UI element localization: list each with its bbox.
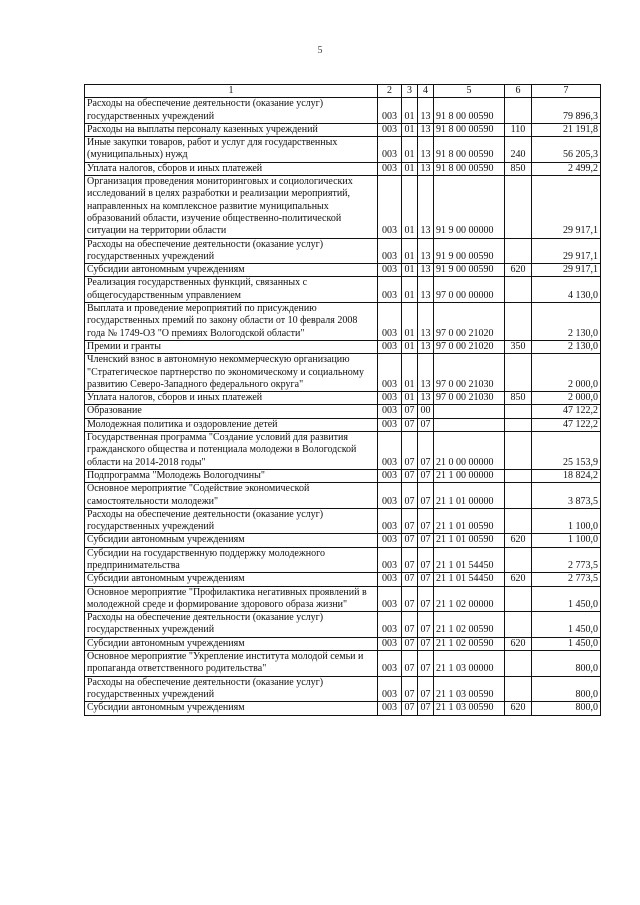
- row-grbs-cell: 003: [378, 651, 402, 677]
- row-section-cell: 01: [402, 340, 418, 353]
- row-grbs-cell: 003: [378, 123, 402, 136]
- row-section-cell: 07: [402, 612, 418, 638]
- row-name-cell: Расходы на обеспечение деятельности (оказание услуг) государственных учреждений: [85, 676, 378, 702]
- table-row: [85, 508, 601, 534]
- row-name-cell: Выплата и проведение мероприятий по присуждению государственных премий по закону области от 10 февраля 2008 года № 1749-ОЗ "О премиях Вологодской области": [85, 303, 378, 341]
- header-cell-amount: 7: [532, 85, 601, 98]
- table-row: [85, 340, 601, 353]
- row-subsection-cell: 07: [418, 637, 434, 650]
- row-grbs-cell: 003: [378, 277, 402, 303]
- row-expense-type-cell: [505, 418, 532, 431]
- row-section-cell: 07: [402, 418, 418, 431]
- row-amount-cell: 2 130,0: [532, 303, 601, 341]
- row-section-cell: 07: [402, 405, 418, 418]
- row-target-article-cell: 91 9 00 00590: [434, 264, 505, 277]
- row-section-cell: 01: [402, 162, 418, 175]
- row-grbs-cell: 003: [378, 534, 402, 547]
- row-subsection-cell: 13: [418, 392, 434, 405]
- table-row: [85, 586, 601, 612]
- row-target-article-cell: 91 8 00 00590: [434, 162, 505, 175]
- row-name-cell: Премии и гранты: [85, 340, 378, 353]
- row-subsection-cell: 13: [418, 137, 434, 163]
- table-row: [85, 534, 601, 547]
- row-target-article-cell: 91 8 00 00590: [434, 123, 505, 136]
- row-expense-type-cell: [505, 508, 532, 534]
- row-target-article-cell: 97 0 00 21030: [434, 354, 505, 392]
- header-cell-target-article: 5: [434, 85, 505, 98]
- row-subsection-cell: 07: [418, 651, 434, 677]
- row-target-article-cell: [434, 418, 505, 431]
- row-grbs-cell: 003: [378, 469, 402, 482]
- row-amount-cell: 3 873,5: [532, 483, 601, 509]
- row-subsection-cell: 07: [418, 547, 434, 573]
- row-section-cell: 01: [402, 303, 418, 341]
- row-grbs-cell: 003: [378, 573, 402, 586]
- table-row: [85, 123, 601, 136]
- row-amount-cell: 29 917,1: [532, 176, 601, 238]
- table-row: [85, 612, 601, 638]
- row-name-cell: Основное мероприятие "Профилактика негативных проявлений в молодежной среде и формирование здорового образа жизни": [85, 586, 378, 612]
- row-target-article-cell: 21 1 03 00590: [434, 702, 505, 715]
- row-section-cell: 07: [402, 637, 418, 650]
- row-expense-type-cell: 850: [505, 392, 532, 405]
- row-target-article-cell: 91 8 00 00590: [434, 98, 505, 124]
- row-amount-cell: 79 896,3: [532, 98, 601, 124]
- table-row: [85, 405, 601, 418]
- row-name-cell: Субсидии автономным учреждениям: [85, 573, 378, 586]
- row-expense-type-cell: [505, 238, 532, 264]
- row-name-cell: Субсидии автономным учреждениям: [85, 637, 378, 650]
- row-grbs-cell: 003: [378, 676, 402, 702]
- row-target-article-cell: 21 1 01 00000: [434, 483, 505, 509]
- row-grbs-cell: 003: [378, 637, 402, 650]
- row-name-cell: Реализация государственных функций, связанных с общегосударственным управлением: [85, 277, 378, 303]
- row-grbs-cell: 003: [378, 392, 402, 405]
- row-expense-type-cell: [505, 651, 532, 677]
- row-amount-cell: 1 450,0: [532, 586, 601, 612]
- row-target-article-cell: 21 1 01 00590: [434, 508, 505, 534]
- table-row: [85, 277, 601, 303]
- row-grbs-cell: 003: [378, 547, 402, 573]
- row-expense-type-cell: [505, 176, 532, 238]
- row-subsection-cell: 07: [418, 676, 434, 702]
- table-row: [85, 432, 601, 470]
- row-amount-cell: 2 000,0: [532, 392, 601, 405]
- header-cell-section: 3: [402, 85, 418, 98]
- row-target-article-cell: [434, 405, 505, 418]
- row-target-article-cell: 97 0 00 21020: [434, 340, 505, 353]
- row-section-cell: 01: [402, 238, 418, 264]
- row-amount-cell: 29 917,1: [532, 264, 601, 277]
- row-name-cell: Расходы на обеспечение деятельности (оказание услуг) государственных учреждений: [85, 508, 378, 534]
- row-amount-cell: 47 122,2: [532, 405, 601, 418]
- row-section-cell: 01: [402, 123, 418, 136]
- row-name-cell: Расходы на обеспечение деятельности (оказание услуг) государственных учреждений: [85, 612, 378, 638]
- row-expense-type-cell: [505, 469, 532, 482]
- row-subsection-cell: 13: [418, 303, 434, 341]
- row-name-cell: Расходы на обеспечение деятельности (оказание услуг) государственных учреждений: [85, 238, 378, 264]
- table-row: [85, 547, 601, 573]
- row-grbs-cell: 003: [378, 176, 402, 238]
- row-grbs-cell: 003: [378, 612, 402, 638]
- row-target-article-cell: 21 0 00 00000: [434, 432, 505, 470]
- row-section-cell: 01: [402, 176, 418, 238]
- row-target-article-cell: 97 0 00 21020: [434, 303, 505, 341]
- row-expense-type-cell: 240: [505, 137, 532, 163]
- row-expense-type-cell: [505, 483, 532, 509]
- row-section-cell: 07: [402, 534, 418, 547]
- row-expense-type-cell: [505, 303, 532, 341]
- row-subsection-cell: 13: [418, 277, 434, 303]
- row-amount-cell: 47 122,2: [532, 418, 601, 431]
- row-section-cell: 07: [402, 573, 418, 586]
- row-target-article-cell: 97 0 00 21030: [434, 392, 505, 405]
- table-row: [85, 573, 601, 586]
- header-row: [85, 85, 601, 98]
- row-name-cell: Субсидии автономным учреждениям: [85, 264, 378, 277]
- page-number: 5: [317, 45, 323, 56]
- row-target-article-cell: 91 9 00 00000: [434, 176, 505, 238]
- row-section-cell: 01: [402, 392, 418, 405]
- row-name-cell: Основное мероприятие "Укрепление института молодой семьи и пропаганда ответственного родительства": [85, 651, 378, 677]
- row-expense-type-cell: [505, 586, 532, 612]
- table-row: [85, 469, 601, 482]
- row-amount-cell: 4 130,0: [532, 277, 601, 303]
- row-section-cell: 07: [402, 469, 418, 482]
- table-row: [85, 651, 601, 677]
- row-expense-type-cell: [505, 354, 532, 392]
- row-subsection-cell: 07: [418, 534, 434, 547]
- row-section-cell: 01: [402, 354, 418, 392]
- row-grbs-cell: 003: [378, 264, 402, 277]
- row-name-cell: Членский взнос в автономную некоммерческую организацию "Стратегическое партнерство по экономическому и социальному развитию Северо-Западного федерального округа": [85, 354, 378, 392]
- row-amount-cell: 1 450,0: [532, 637, 601, 650]
- row-amount-cell: 800,0: [532, 651, 601, 677]
- row-subsection-cell: 13: [418, 162, 434, 175]
- row-grbs-cell: 003: [378, 98, 402, 124]
- row-subsection-cell: 07: [418, 418, 434, 431]
- row-name-cell: Уплата налогов, сборов и иных платежей: [85, 162, 378, 175]
- row-subsection-cell: 00: [418, 405, 434, 418]
- row-name-cell: Образование: [85, 405, 378, 418]
- table-row: [85, 162, 601, 175]
- row-target-article-cell: 21 1 01 54450: [434, 547, 505, 573]
- row-subsection-cell: 13: [418, 264, 434, 277]
- row-name-cell: Иные закупки товаров, работ и услуг для государственных (муниципальных) нужд: [85, 137, 378, 163]
- row-expense-type-cell: 620: [505, 573, 532, 586]
- row-expense-type-cell: [505, 277, 532, 303]
- row-section-cell: 07: [402, 508, 418, 534]
- row-amount-cell: 1 450,0: [532, 612, 601, 638]
- row-target-article-cell: 21 1 03 00590: [434, 676, 505, 702]
- row-section-cell: 01: [402, 277, 418, 303]
- row-target-article-cell: 21 1 02 00590: [434, 612, 505, 638]
- row-subsection-cell: 07: [418, 483, 434, 509]
- row-section-cell: 07: [402, 432, 418, 470]
- table-row: [85, 176, 601, 238]
- row-section-cell: 01: [402, 98, 418, 124]
- row-section-cell: 07: [402, 651, 418, 677]
- row-subsection-cell: 13: [418, 354, 434, 392]
- row-target-article-cell: 21 1 02 00590: [434, 637, 505, 650]
- row-name-cell: Организация проведения мониторинговых и социологических исследований в целях разработки и реализации мероприятий, направленных на комплексное развитие муниципальных образований области, изучение общественно-политической ситуации на территории области: [85, 176, 378, 238]
- row-expense-type-cell: 620: [505, 702, 532, 715]
- row-name-cell: Субсидии на государственную поддержку молодежного предпринимательства: [85, 547, 378, 573]
- row-grbs-cell: 003: [378, 483, 402, 509]
- row-amount-cell: 1 100,0: [532, 534, 601, 547]
- row-grbs-cell: 003: [378, 418, 402, 431]
- row-name-cell: Расходы на выплаты персоналу казенных учреждений: [85, 123, 378, 136]
- row-expense-type-cell: 350: [505, 340, 532, 353]
- row-grbs-cell: 003: [378, 137, 402, 163]
- row-grbs-cell: 003: [378, 702, 402, 715]
- row-subsection-cell: 07: [418, 573, 434, 586]
- row-subsection-cell: 07: [418, 432, 434, 470]
- row-expense-type-cell: 620: [505, 264, 532, 277]
- row-amount-cell: 800,0: [532, 676, 601, 702]
- row-amount-cell: 2 499,2: [532, 162, 601, 175]
- row-expense-type-cell: 620: [505, 534, 532, 547]
- row-target-article-cell: 91 9 00 00590: [434, 238, 505, 264]
- row-target-article-cell: 91 8 00 00590: [434, 137, 505, 163]
- row-section-cell: 07: [402, 483, 418, 509]
- row-amount-cell: 18 824,2: [532, 469, 601, 482]
- row-target-article-cell: 97 0 00 00000: [434, 277, 505, 303]
- table-row: [85, 637, 601, 650]
- table-row: [85, 676, 601, 702]
- row-name-cell: Подпрограмма "Молодежь Вологодчины": [85, 469, 378, 482]
- header-cell-name: 1: [85, 85, 378, 98]
- row-subsection-cell: 13: [418, 238, 434, 264]
- row-name-cell: Субсидии автономным учреждениям: [85, 702, 378, 715]
- row-subsection-cell: 07: [418, 469, 434, 482]
- table-row: [85, 354, 601, 392]
- table-row: [85, 483, 601, 509]
- row-subsection-cell: 07: [418, 586, 434, 612]
- row-expense-type-cell: 850: [505, 162, 532, 175]
- row-expense-type-cell: 620: [505, 637, 532, 650]
- row-subsection-cell: 13: [418, 340, 434, 353]
- row-section-cell: 07: [402, 547, 418, 573]
- row-amount-cell: 2 773,5: [532, 573, 601, 586]
- row-expense-type-cell: [505, 676, 532, 702]
- row-amount-cell: 56 205,3: [532, 137, 601, 163]
- row-amount-cell: 25 153,9: [532, 432, 601, 470]
- row-amount-cell: 29 917,1: [532, 238, 601, 264]
- row-grbs-cell: 003: [378, 354, 402, 392]
- row-subsection-cell: 13: [418, 123, 434, 136]
- table-row: [85, 303, 601, 341]
- row-section-cell: 01: [402, 137, 418, 163]
- table-row: [85, 137, 601, 163]
- row-expense-type-cell: [505, 405, 532, 418]
- header-cell-grbs: 2: [378, 85, 402, 98]
- row-name-cell: Молодежная политика и оздоровление детей: [85, 418, 378, 431]
- row-expense-type-cell: 110: [505, 123, 532, 136]
- row-amount-cell: 800,0: [532, 702, 601, 715]
- table-row: [85, 392, 601, 405]
- row-section-cell: 07: [402, 586, 418, 612]
- row-grbs-cell: 003: [378, 432, 402, 470]
- row-expense-type-cell: [505, 612, 532, 638]
- row-grbs-cell: 003: [378, 508, 402, 534]
- table-row: [85, 98, 601, 124]
- row-grbs-cell: 003: [378, 586, 402, 612]
- row-subsection-cell: 07: [418, 702, 434, 715]
- row-subsection-cell: 13: [418, 176, 434, 238]
- row-target-article-cell: 21 1 02 00000: [434, 586, 505, 612]
- table-row: [85, 702, 601, 715]
- row-expense-type-cell: [505, 432, 532, 470]
- row-amount-cell: 1 100,0: [532, 508, 601, 534]
- header-cell-expense-type: 6: [505, 85, 532, 98]
- row-target-article-cell: 21 1 00 00000: [434, 469, 505, 482]
- row-name-cell: Субсидии автономным учреждениям: [85, 534, 378, 547]
- table-row: [85, 238, 601, 264]
- row-amount-cell: 2 773,5: [532, 547, 601, 573]
- row-expense-type-cell: [505, 98, 532, 124]
- row-name-cell: Расходы на обеспечение деятельности (оказание услуг) государственных учреждений: [85, 98, 378, 124]
- row-name-cell: Уплата налогов, сборов и иных платежей: [85, 392, 378, 405]
- row-amount-cell: 2 130,0: [532, 340, 601, 353]
- row-subsection-cell: 07: [418, 508, 434, 534]
- budget-table: [84, 84, 601, 716]
- row-grbs-cell: 003: [378, 303, 402, 341]
- row-target-article-cell: 21 1 01 00590: [434, 534, 505, 547]
- row-grbs-cell: 003: [378, 162, 402, 175]
- table-row: [85, 264, 601, 277]
- row-grbs-cell: 003: [378, 405, 402, 418]
- row-name-cell: Государственная программа "Создание условий для развития гражданского общества и потенциала молодежи в Вологодской области на 2014-2018 годы": [85, 432, 378, 470]
- row-amount-cell: 21 191,8: [532, 123, 601, 136]
- row-section-cell: 07: [402, 676, 418, 702]
- row-subsection-cell: 13: [418, 98, 434, 124]
- row-target-article-cell: 21 1 03 00000: [434, 651, 505, 677]
- header-cell-subsection: 4: [418, 85, 434, 98]
- row-name-cell: Основное мероприятие "Содействие экономической самостоятельности молодежи": [85, 483, 378, 509]
- table-row: [85, 418, 601, 431]
- row-section-cell: 07: [402, 702, 418, 715]
- row-section-cell: 01: [402, 264, 418, 277]
- row-expense-type-cell: [505, 547, 532, 573]
- row-subsection-cell: 07: [418, 612, 434, 638]
- row-grbs-cell: 003: [378, 340, 402, 353]
- row-target-article-cell: 21 1 01 54450: [434, 573, 505, 586]
- row-amount-cell: 2 000,0: [532, 354, 601, 392]
- row-grbs-cell: 003: [378, 238, 402, 264]
